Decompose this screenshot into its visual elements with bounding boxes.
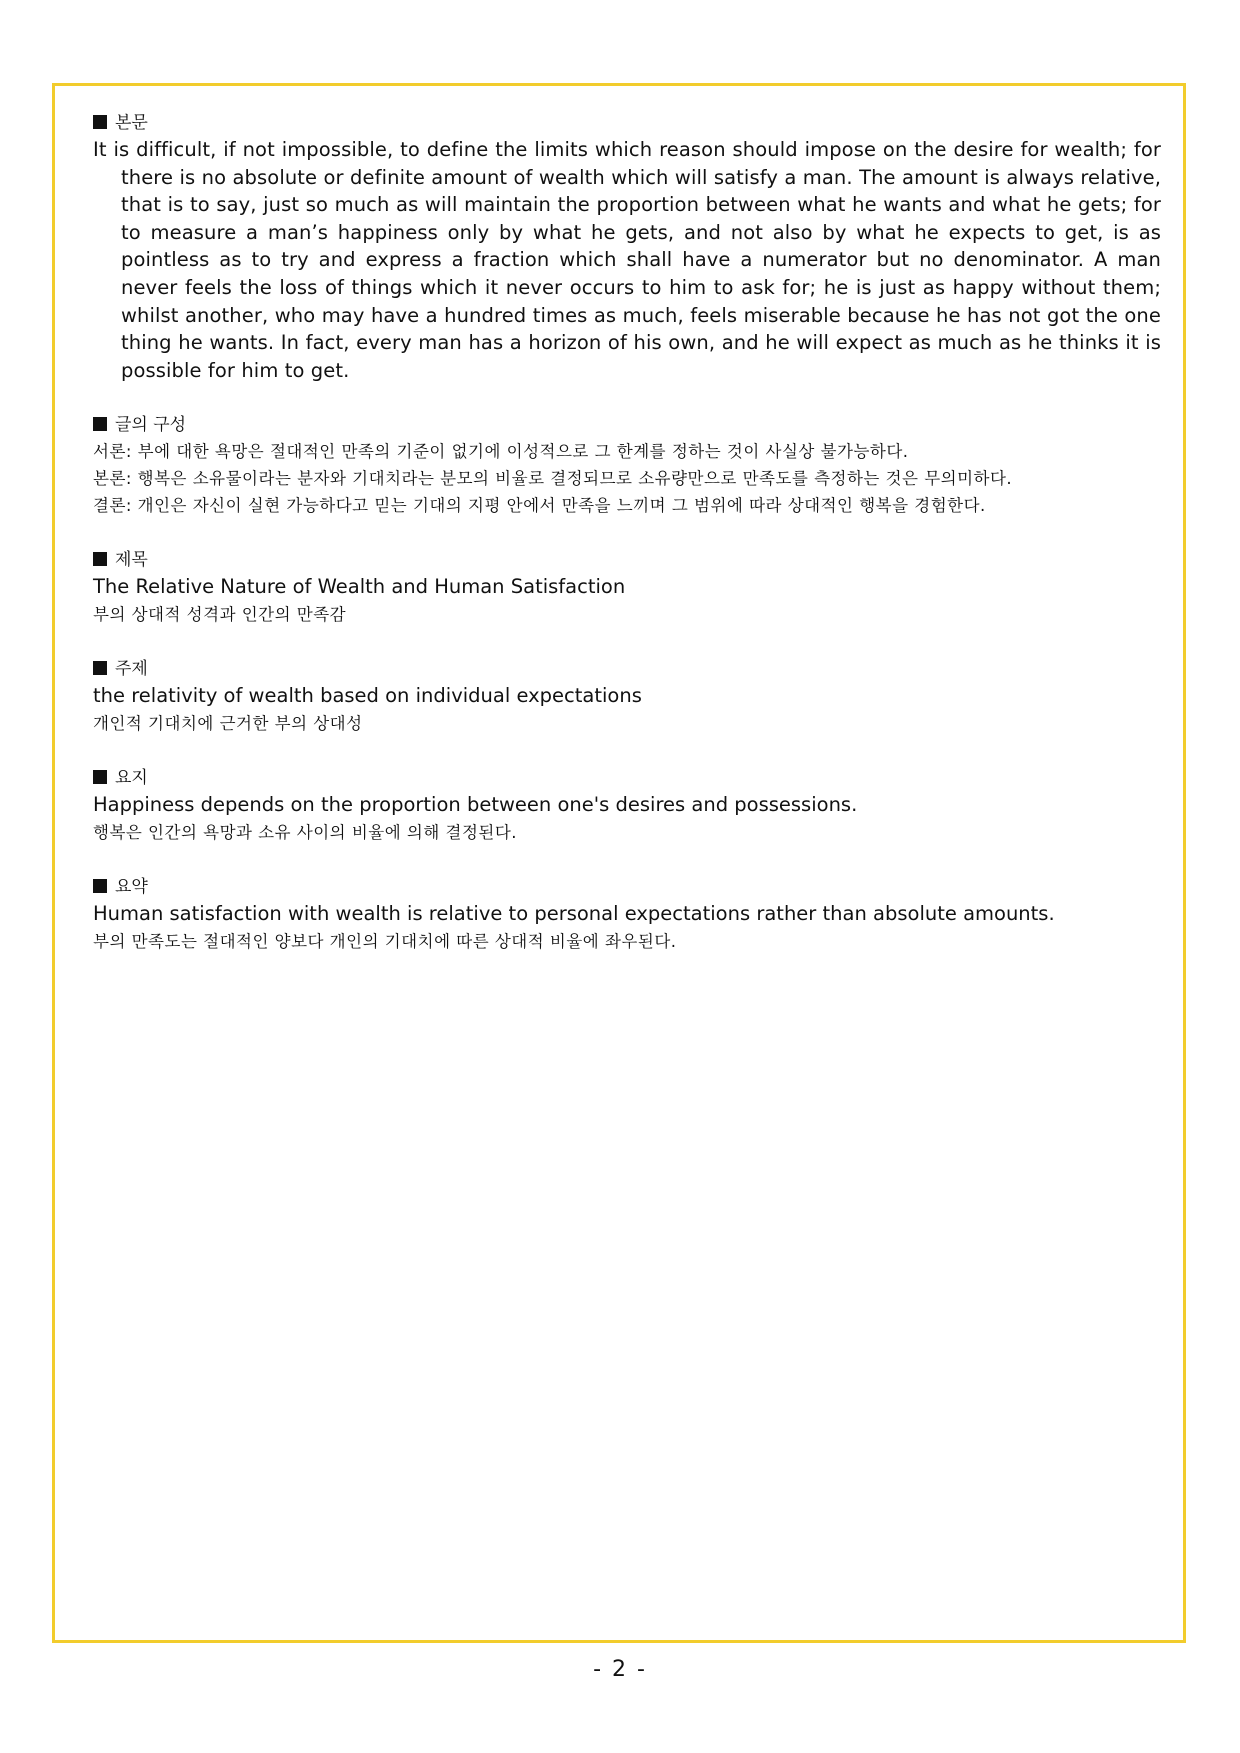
page-number: - 2 - xyxy=(593,1657,647,1682)
title-korean: 부의 상대적 성격과 인간의 만족감 xyxy=(93,605,347,625)
topic-english: the relativity of wealth based on individual expectations xyxy=(93,684,642,708)
square-bullet-icon xyxy=(93,115,107,129)
section-heading: 글의 구성 xyxy=(93,412,1161,438)
section-body xyxy=(93,110,1161,384)
square-bullet-icon xyxy=(93,417,107,431)
structure-intro: 서론: 부에 대한 욕망은 절대적인 만족의 기준이 없기에 이성적으로 그 한계를 정하는 것이 사실상 불가능하다. xyxy=(93,442,909,462)
gist-korean: 행복은 인간의 욕망과 소유 사이의 비율에 의해 결정된다. xyxy=(93,823,518,843)
section-title xyxy=(93,547,1161,628)
section-heading: 제목 xyxy=(93,547,1161,573)
section-structure xyxy=(93,412,1161,519)
body-paragraph: It is difficult, if not impossible, to define the limits which reason should impose on the desire for wealth; for there is no absolute or definite amount of wealth which will satisfy a man. The amount is always relative, that is to say, just so much as will maintain the proportion between what he wants and what he gets; for to measure a man’s happiness only by what he gets, and not also by what he expects to get, is as pointless as to try and express a fraction which shall have a numerator but no denominator. A man never feels the loss of things which it never occurs to him to ask for; he is just as happy without them; whilst another, who may have a hundred times as much, feels miserable because he has not got the one thing he wants. In fact, every man has a horizon of his own, and he will expect as much as he thinks it is possible for him to get. xyxy=(93,138,1161,382)
section-heading: 주제 xyxy=(93,656,1161,682)
document-content xyxy=(93,110,1161,983)
square-bullet-icon xyxy=(93,661,107,675)
section-heading: 요지 xyxy=(93,765,1161,791)
topic-korean: 개인적 기대치에 근거한 부의 상대성 xyxy=(93,714,363,734)
square-bullet-icon xyxy=(93,879,107,893)
section-heading: 본문 xyxy=(93,110,1161,136)
square-bullet-icon xyxy=(93,770,107,784)
summary-korean: 부의 만족도는 절대적인 양보다 개인의 기대치에 따른 상대적 비율에 좌우된다. xyxy=(93,932,677,952)
section-heading: 요약 xyxy=(93,874,1161,900)
section-gist xyxy=(93,765,1161,846)
structure-conclusion: 결론: 개인은 자신이 실현 가능하다고 믿는 기대의 지평 안에서 만족을 느끼며 그 범위에 따라 상대적인 행복을 경험한다. xyxy=(93,496,986,516)
title-english: The Relative Nature of Wealth and Human Satisfaction xyxy=(93,575,626,599)
square-bullet-icon xyxy=(93,552,107,566)
gist-english: Happiness depends on the proportion between one's desires and possessions. xyxy=(93,793,858,817)
section-topic xyxy=(93,656,1161,737)
summary-english: Human satisfaction with wealth is relative to personal expectations rather than absolute amounts. xyxy=(93,902,1055,926)
structure-body: 본론: 행복은 소유물이라는 분자와 기대치라는 분모의 비율로 결정되므로 소유량만으로 만족도를 측정하는 것은 무의미하다. xyxy=(93,469,1013,489)
section-summary xyxy=(93,874,1161,955)
